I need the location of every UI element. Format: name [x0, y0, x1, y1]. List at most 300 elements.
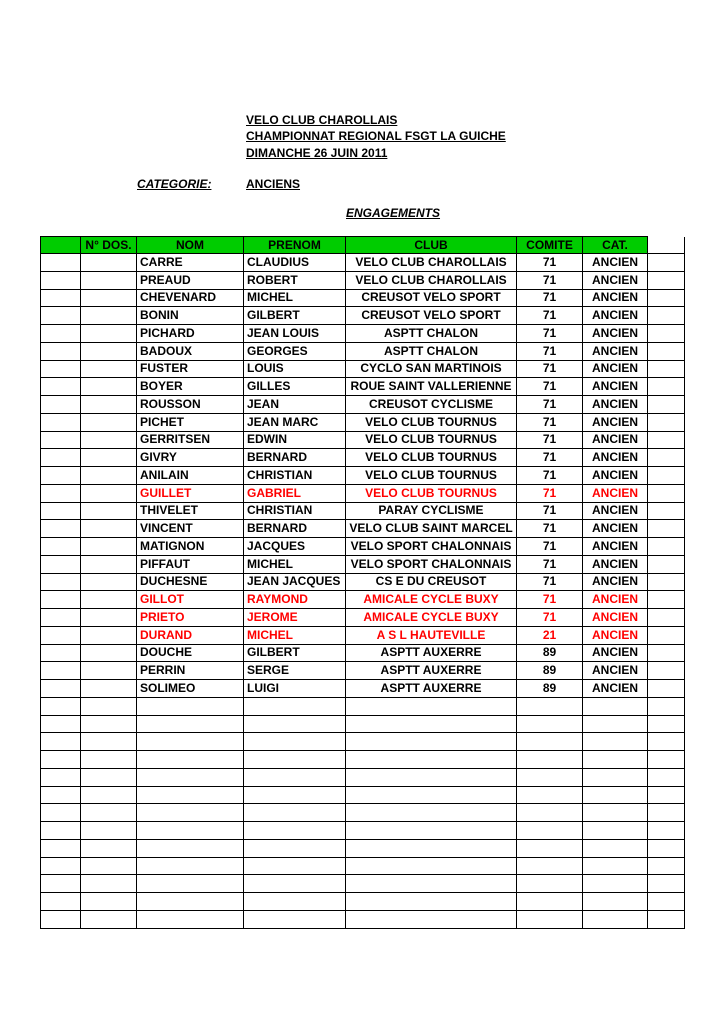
cell-cat: ANCIEN — [583, 449, 648, 467]
cell-comite — [517, 910, 583, 928]
cell-club — [346, 733, 517, 751]
cell-cat: ANCIEN — [583, 360, 648, 378]
cell-cat — [583, 768, 648, 786]
cell-club: AMICALE CYCLE BUXY — [346, 591, 517, 609]
cell-dos — [81, 626, 137, 644]
col-header-prenom: PRENOM — [244, 237, 346, 254]
cell-blank-end — [648, 697, 685, 715]
table-row — [41, 910, 685, 928]
col-header-club: CLUB — [346, 237, 517, 254]
cell-blank — [41, 484, 81, 502]
category-value: ANCIENS — [246, 177, 301, 191]
cell-club: ASPTT CHALON — [346, 342, 517, 360]
cell-prenom — [244, 857, 346, 875]
cell-blank — [41, 822, 81, 840]
cell-comite: 71 — [517, 520, 583, 538]
cell-blank-end — [648, 680, 685, 698]
cell-blank — [41, 804, 81, 822]
cell-dos — [81, 271, 137, 289]
cell-comite — [517, 697, 583, 715]
cell-comite — [517, 822, 583, 840]
cell-comite — [517, 839, 583, 857]
cell-nom: PREAUD — [137, 271, 244, 289]
cell-blank-end — [648, 271, 685, 289]
cell-blank-end — [648, 644, 685, 662]
cell-dos — [81, 680, 137, 698]
cell-dos — [81, 893, 137, 911]
cell-blank-end — [648, 768, 685, 786]
cell-blank — [41, 644, 81, 662]
cell-dos — [81, 804, 137, 822]
cell-club — [346, 768, 517, 786]
cell-prenom — [244, 893, 346, 911]
club-title: VELO CLUB CHAROLLAIS — [246, 113, 398, 127]
cell-nom — [137, 857, 244, 875]
cell-club: CREUSOT CYCLISME — [346, 396, 517, 414]
cell-blank — [41, 413, 81, 431]
cell-blank-end — [648, 662, 685, 680]
cell-prenom — [244, 910, 346, 928]
cell-blank-end — [648, 609, 685, 627]
cell-blank — [41, 378, 81, 396]
cell-club — [346, 804, 517, 822]
table-row — [41, 360, 685, 378]
cell-comite — [517, 715, 583, 733]
cell-cat: ANCIEN — [583, 644, 648, 662]
cell-cat — [583, 786, 648, 804]
cell-dos — [81, 697, 137, 715]
cell-prenom: CLAUDIUS — [244, 254, 346, 272]
table-row — [41, 271, 685, 289]
cell-club: VELO SPORT CHALONNAIS — [346, 538, 517, 556]
cell-comite — [517, 768, 583, 786]
cell-comite: 71 — [517, 555, 583, 573]
cell-nom — [137, 715, 244, 733]
cell-blank-end — [648, 715, 685, 733]
cell-dos — [81, 662, 137, 680]
cell-prenom — [244, 786, 346, 804]
cell-nom: PRIETO — [137, 609, 244, 627]
cell-prenom: EDWIN — [244, 431, 346, 449]
cell-comite — [517, 786, 583, 804]
cell-nom: GIVRY — [137, 449, 244, 467]
table-row — [41, 307, 685, 325]
table-row — [41, 822, 685, 840]
table-row — [41, 431, 685, 449]
cell-blank-end — [648, 857, 685, 875]
cell-blank — [41, 254, 81, 272]
cell-nom: VINCENT — [137, 520, 244, 538]
cell-prenom — [244, 822, 346, 840]
cell-blank-end — [648, 396, 685, 414]
cell-dos — [81, 502, 137, 520]
cell-cat: ANCIEN — [583, 271, 648, 289]
header-blank — [41, 237, 81, 254]
cell-blank-end — [648, 751, 685, 769]
cell-nom: GERRITSEN — [137, 431, 244, 449]
cell-nom: PICHET — [137, 413, 244, 431]
cell-cat: ANCIEN — [583, 662, 648, 680]
cell-cat: ANCIEN — [583, 289, 648, 307]
cell-blank — [41, 520, 81, 538]
cell-club — [346, 893, 517, 911]
cell-dos — [81, 325, 137, 343]
table-row — [41, 325, 685, 343]
cell-blank-end — [648, 520, 685, 538]
cell-cat — [583, 751, 648, 769]
cell-prenom: JEAN MARC — [244, 413, 346, 431]
cell-prenom: CHRISTIAN — [244, 467, 346, 485]
cell-prenom: GILLES — [244, 378, 346, 396]
cell-blank — [41, 910, 81, 928]
cell-prenom: MICHEL — [244, 626, 346, 644]
cell-blank — [41, 786, 81, 804]
table-row — [41, 893, 685, 911]
cell-nom — [137, 697, 244, 715]
cell-nom: BADOUX — [137, 342, 244, 360]
cell-club: CS E DU CREUSOT — [346, 573, 517, 591]
cell-dos — [81, 715, 137, 733]
cell-blank — [41, 289, 81, 307]
cell-cat: ANCIEN — [583, 307, 648, 325]
cell-prenom: LOUIS — [244, 360, 346, 378]
table-row — [41, 467, 685, 485]
cell-club: A S L HAUTEVILLE — [346, 626, 517, 644]
cell-club: VELO CLUB TOURNUS — [346, 484, 517, 502]
cell-club — [346, 751, 517, 769]
cell-prenom — [244, 715, 346, 733]
table-row — [41, 520, 685, 538]
cell-cat — [583, 893, 648, 911]
cell-cat: ANCIEN — [583, 342, 648, 360]
cell-blank-end — [648, 502, 685, 520]
cell-nom: CHEVENARD — [137, 289, 244, 307]
cell-comite: 89 — [517, 644, 583, 662]
cell-nom — [137, 733, 244, 751]
table-row — [41, 413, 685, 431]
cell-blank-end — [648, 786, 685, 804]
cell-dos — [81, 786, 137, 804]
cell-nom: PICHARD — [137, 325, 244, 343]
cell-club: ASPTT AUXERRE — [346, 644, 517, 662]
cell-nom — [137, 804, 244, 822]
cell-prenom — [244, 751, 346, 769]
category-label: CATEGORIE: — [137, 177, 212, 191]
cell-cat: ANCIEN — [583, 484, 648, 502]
cell-blank-end — [648, 839, 685, 857]
cell-blank-end — [648, 431, 685, 449]
cell-club — [346, 910, 517, 928]
cell-blank — [41, 467, 81, 485]
cell-dos — [81, 342, 137, 360]
cell-blank-end — [648, 254, 685, 272]
cell-cat: ANCIEN — [583, 396, 648, 414]
cell-dos — [81, 875, 137, 893]
cell-cat: ANCIEN — [583, 520, 648, 538]
cell-blank-end — [648, 822, 685, 840]
table-row — [41, 538, 685, 556]
cell-club: VELO CLUB TOURNUS — [346, 431, 517, 449]
cell-prenom: ROBERT — [244, 271, 346, 289]
championship-title: CHAMPIONNAT REGIONAL FSGT LA GUICHE — [246, 129, 506, 143]
cell-cat: ANCIEN — [583, 467, 648, 485]
cell-blank-end — [648, 360, 685, 378]
cell-blank-end — [648, 307, 685, 325]
cell-nom: GILLOT — [137, 591, 244, 609]
cell-club: VELO CLUB CHAROLLAIS — [346, 271, 517, 289]
cell-club — [346, 875, 517, 893]
cell-dos — [81, 378, 137, 396]
table-row — [41, 733, 685, 751]
table-header-row — [41, 237, 685, 254]
cell-cat — [583, 733, 648, 751]
cell-comite: 71 — [517, 502, 583, 520]
cell-nom — [137, 839, 244, 857]
cell-club: AMICALE CYCLE BUXY — [346, 609, 517, 627]
table-row — [41, 680, 685, 698]
table-row — [41, 804, 685, 822]
cell-prenom — [244, 804, 346, 822]
cell-dos — [81, 555, 137, 573]
cell-cat: ANCIEN — [583, 413, 648, 431]
cell-cat: ANCIEN — [583, 591, 648, 609]
cell-nom: GUILLET — [137, 484, 244, 502]
cell-blank-end — [648, 591, 685, 609]
cell-prenom — [244, 875, 346, 893]
cell-club: ROUE SAINT VALLERIENNE — [346, 378, 517, 396]
cell-comite: 71 — [517, 378, 583, 396]
cell-cat — [583, 857, 648, 875]
cell-blank-end — [648, 626, 685, 644]
table-row — [41, 502, 685, 520]
table-row — [41, 626, 685, 644]
cell-blank — [41, 715, 81, 733]
cell-dos — [81, 768, 137, 786]
cell-club — [346, 822, 517, 840]
cell-nom: CARRE — [137, 254, 244, 272]
cell-blank — [41, 449, 81, 467]
table-row — [41, 449, 685, 467]
cell-comite — [517, 733, 583, 751]
cell-club — [346, 857, 517, 875]
cell-prenom: RAYMOND — [244, 591, 346, 609]
cell-blank-end — [648, 733, 685, 751]
cell-comite: 21 — [517, 626, 583, 644]
cell-nom — [137, 822, 244, 840]
cell-cat: ANCIEN — [583, 626, 648, 644]
cell-prenom — [244, 697, 346, 715]
cell-cat: ANCIEN — [583, 502, 648, 520]
cell-dos — [81, 484, 137, 502]
col-header-dos: N° DOS. — [81, 237, 137, 254]
cell-club — [346, 697, 517, 715]
cell-blank — [41, 751, 81, 769]
cell-prenom: SERGE — [244, 662, 346, 680]
cell-blank-end — [648, 910, 685, 928]
cell-blank — [41, 538, 81, 556]
cell-prenom: JACQUES — [244, 538, 346, 556]
cell-comite: 71 — [517, 396, 583, 414]
cell-cat: ANCIEN — [583, 573, 648, 591]
cell-blank — [41, 396, 81, 414]
cell-dos — [81, 857, 137, 875]
cell-blank-end — [648, 413, 685, 431]
cell-blank-end — [648, 893, 685, 911]
cell-comite: 71 — [517, 467, 583, 485]
cell-blank — [41, 697, 81, 715]
cell-comite: 89 — [517, 680, 583, 698]
cell-cat: ANCIEN — [583, 609, 648, 627]
cell-comite — [517, 857, 583, 875]
cell-blank-end — [648, 325, 685, 343]
cell-nom — [137, 893, 244, 911]
cell-cat: ANCIEN — [583, 378, 648, 396]
cell-dos — [81, 289, 137, 307]
cell-comite: 71 — [517, 609, 583, 627]
cell-club: PARAY CYCLISME — [346, 502, 517, 520]
cell-blank-end — [648, 573, 685, 591]
cell-blank-end — [648, 538, 685, 556]
cell-blank — [41, 271, 81, 289]
cell-club: CREUSOT VELO SPORT — [346, 307, 517, 325]
cell-nom: FUSTER — [137, 360, 244, 378]
cell-club — [346, 715, 517, 733]
cell-nom — [137, 768, 244, 786]
cell-prenom — [244, 839, 346, 857]
cell-comite — [517, 804, 583, 822]
table-row — [41, 839, 685, 857]
cell-club: VELO CLUB CHAROLLAIS — [346, 254, 517, 272]
cell-cat — [583, 715, 648, 733]
cell-nom: PERRIN — [137, 662, 244, 680]
cell-club: ASPTT CHALON — [346, 325, 517, 343]
cell-comite: 71 — [517, 254, 583, 272]
cell-dos — [81, 360, 137, 378]
cell-comite: 71 — [517, 573, 583, 591]
col-header-nom: NOM — [137, 237, 244, 254]
cell-comite: 71 — [517, 484, 583, 502]
cell-club: VELO CLUB TOURNUS — [346, 413, 517, 431]
cell-nom — [137, 910, 244, 928]
event-date: DIMANCHE 26 JUIN 2011 — [246, 146, 388, 160]
cell-prenom: GABRIEL — [244, 484, 346, 502]
cell-club — [346, 839, 517, 857]
cell-club: VELO SPORT CHALONNAIS — [346, 555, 517, 573]
cell-blank — [41, 893, 81, 911]
cell-cat: ANCIEN — [583, 325, 648, 343]
cell-blank — [41, 307, 81, 325]
cell-dos — [81, 751, 137, 769]
cell-comite — [517, 893, 583, 911]
cell-prenom: BERNARD — [244, 520, 346, 538]
cell-dos — [81, 467, 137, 485]
cell-nom: PIFFAUT — [137, 555, 244, 573]
cell-nom — [137, 786, 244, 804]
cell-cat: ANCIEN — [583, 555, 648, 573]
cell-dos — [81, 520, 137, 538]
cell-prenom: LUIGI — [244, 680, 346, 698]
cell-blank — [41, 431, 81, 449]
table-row — [41, 857, 685, 875]
cell-dos — [81, 910, 137, 928]
cell-dos — [81, 591, 137, 609]
cell-prenom — [244, 733, 346, 751]
cell-cat: ANCIEN — [583, 680, 648, 698]
cell-blank-end — [648, 342, 685, 360]
cell-dos — [81, 431, 137, 449]
cell-nom: BONIN — [137, 307, 244, 325]
table-row — [41, 697, 685, 715]
cell-nom: ROUSSON — [137, 396, 244, 414]
table-body — [41, 254, 685, 929]
table-row — [41, 644, 685, 662]
cell-dos — [81, 609, 137, 627]
cell-club: VELO CLUB SAINT MARCEL — [346, 520, 517, 538]
cell-prenom: JEROME — [244, 609, 346, 627]
table-row — [41, 609, 685, 627]
table-row — [41, 573, 685, 591]
cell-comite: 71 — [517, 591, 583, 609]
cell-blank — [41, 662, 81, 680]
cell-cat — [583, 839, 648, 857]
table-row — [41, 768, 685, 786]
cell-nom: MATIGNON — [137, 538, 244, 556]
cell-nom — [137, 875, 244, 893]
cell-club: VELO CLUB TOURNUS — [346, 467, 517, 485]
cell-comite: 71 — [517, 325, 583, 343]
cell-dos — [81, 733, 137, 751]
section-title: ENGAGEMENTS — [346, 206, 441, 220]
cell-blank — [41, 680, 81, 698]
cell-prenom: MICHEL — [244, 289, 346, 307]
cell-dos — [81, 254, 137, 272]
cell-comite: 71 — [517, 342, 583, 360]
cell-blank-end — [648, 289, 685, 307]
cell-nom: BOYER — [137, 378, 244, 396]
cell-club: ASPTT AUXERRE — [346, 680, 517, 698]
cell-prenom: JEAN — [244, 396, 346, 414]
cell-comite — [517, 751, 583, 769]
cell-cat — [583, 697, 648, 715]
cell-comite — [517, 875, 583, 893]
cell-blank — [41, 342, 81, 360]
cell-blank-end — [648, 875, 685, 893]
cell-blank — [41, 573, 81, 591]
cell-blank — [41, 857, 81, 875]
cell-nom: THIVELET — [137, 502, 244, 520]
col-header-cat: CAT. — [583, 237, 648, 254]
cell-blank — [41, 768, 81, 786]
cell-blank — [41, 502, 81, 520]
cell-comite: 71 — [517, 538, 583, 556]
cell-club — [346, 786, 517, 804]
cell-blank — [41, 360, 81, 378]
cell-blank — [41, 733, 81, 751]
cell-nom: DURAND — [137, 626, 244, 644]
cell-comite: 71 — [517, 449, 583, 467]
cell-dos — [81, 449, 137, 467]
cell-prenom: CHRISTIAN — [244, 502, 346, 520]
cell-blank-end — [648, 378, 685, 396]
table-row — [41, 875, 685, 893]
cell-nom — [137, 751, 244, 769]
table-row — [41, 378, 685, 396]
cell-club: CREUSOT VELO SPORT — [346, 289, 517, 307]
cell-blank-end — [648, 484, 685, 502]
cell-blank — [41, 609, 81, 627]
cell-dos — [81, 307, 137, 325]
cell-cat — [583, 822, 648, 840]
